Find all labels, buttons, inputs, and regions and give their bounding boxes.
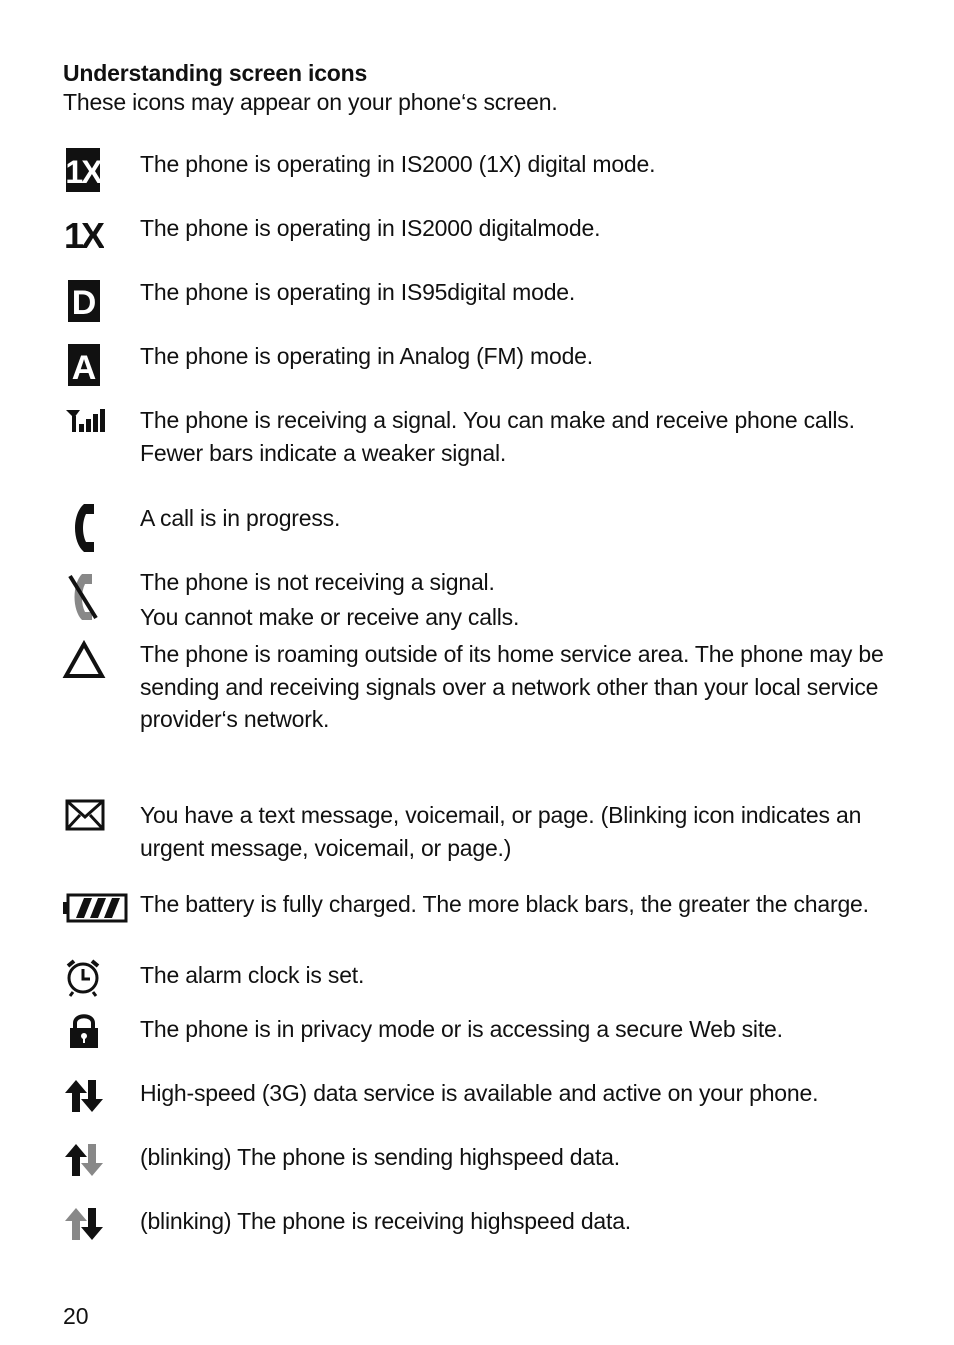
data-arrows-receiving-icon (62, 1204, 128, 1256)
icon-description: (blinking) The phone is receiving highspeed data. (140, 1208, 631, 1234)
envelope-icon (62, 798, 128, 850)
icon-description: The alarm clock is set. (140, 962, 365, 988)
intro-text: These icons may appear on your phone‘s screen. (63, 89, 558, 115)
icon-description: The phone is operating in Analog (FM) mode. (140, 343, 593, 369)
icon-description: The phone is operating in IS2000 (1X) digital mode. (140, 151, 656, 177)
lock-icon (62, 1012, 128, 1064)
icon-description-line-2: You cannot make or receive any calls. (140, 603, 520, 630)
data-arrows-active-icon (62, 1076, 128, 1128)
section-heading: Understanding screen icons (63, 60, 368, 86)
svg-text:D: D (71, 284, 97, 322)
svg-text:1X: 1X (63, 215, 103, 256)
icon-description: The battery is fully charged. The more black bars, the greater the charge. (140, 891, 869, 917)
icon-description: You have a text message, voicemail, or page. (Blinking icon indicates an urgent message, voicemail, or page.) (140, 802, 862, 861)
icon-description-line-1: The phone is not receiving a signal. (140, 569, 495, 595)
alarm-clock-icon (62, 958, 128, 1010)
d-boxed-icon (62, 276, 128, 328)
icon-description: The phone is operating in IS2000 digitalmode. (140, 215, 601, 241)
icon-description: (blinking) The phone is sending highspeed data. (140, 1144, 620, 1170)
a-boxed-icon (62, 340, 128, 392)
icon-description: A call is in progress. (140, 505, 341, 531)
roaming-triangle-icon (62, 638, 128, 690)
icon-description (140, 566, 900, 633)
svg-text:1X: 1X (65, 154, 101, 190)
icon-description: The phone is receiving a signal. You can make and receive phone calls. Fewer bars indicate a weaker signal. (140, 407, 855, 466)
1x-boxed-icon (62, 146, 128, 198)
no-signal-icon (62, 566, 128, 618)
icon-description: The phone is operating in IS95digital mode. (140, 279, 576, 305)
svg-text:A: A (71, 349, 97, 387)
call-in-progress-icon (62, 500, 128, 552)
icon-description: The phone is in privacy mode or is accessing a secure Web site. (140, 1016, 783, 1042)
icon-description: The phone is roaming outside of its home service area. The phone may be sending and receiving signals over a network other than your local service provider‘s network. (140, 641, 884, 732)
icon-description: High-speed (3G) data service is available and active on your phone. (140, 1080, 819, 1106)
signal-bars-icon (62, 404, 128, 456)
data-arrows-sending-icon (62, 1140, 128, 1192)
battery-full-icon (62, 888, 128, 940)
page-number: 20 (63, 1303, 89, 1329)
1x-icon (62, 210, 128, 262)
